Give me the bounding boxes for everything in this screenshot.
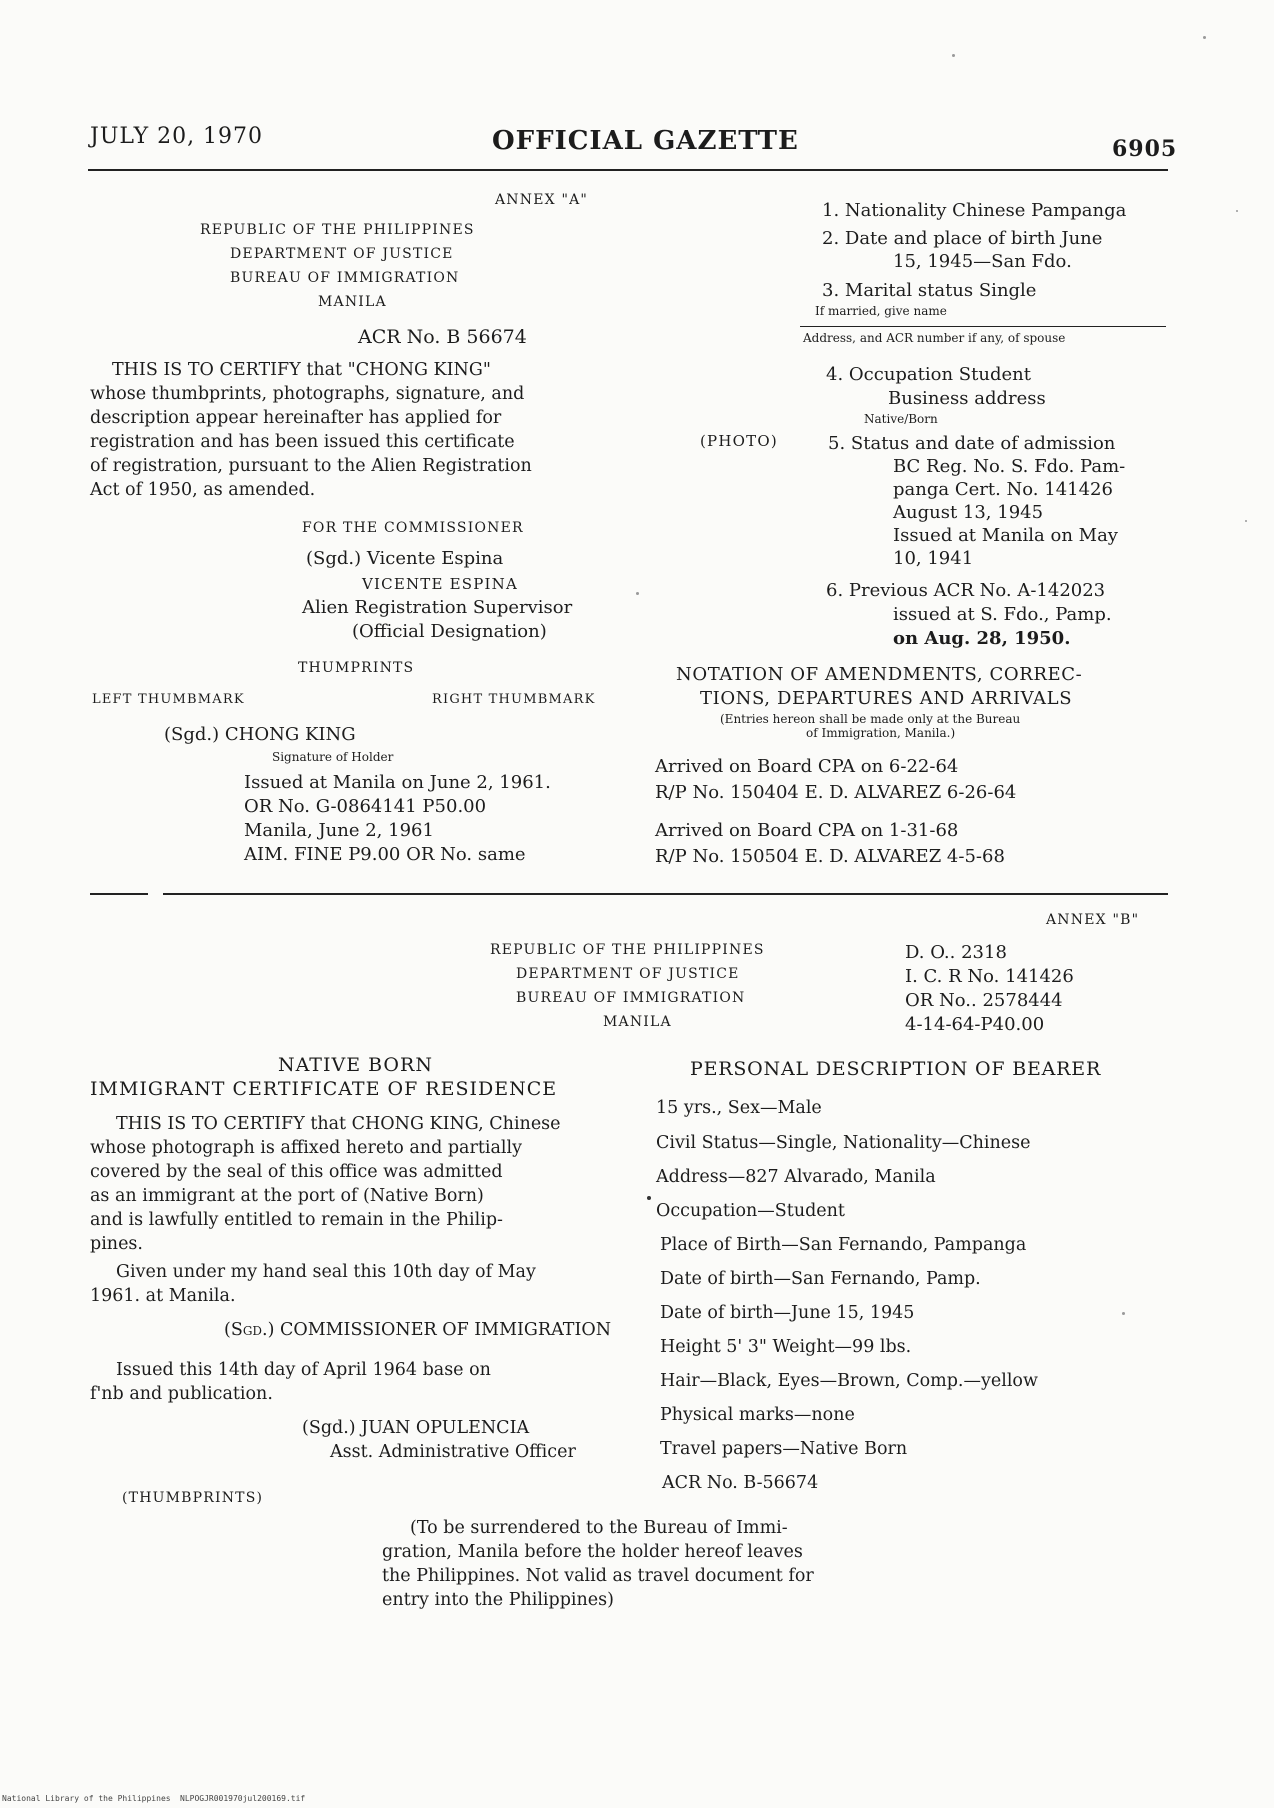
annex-a-agency-4: MANILA bbox=[318, 294, 387, 310]
annex-a-certify-3: description appear hereinafter has applied for bbox=[90, 408, 502, 428]
photo-placeholder: (PHOTO) bbox=[700, 432, 778, 450]
detail-native-born-note: Native/Born bbox=[864, 412, 938, 426]
annex-a-agency-2: DEPARTMENT OF JUSTICE bbox=[230, 246, 454, 262]
sgd-juan-opulencia: (Sgd.) JUAN OPULENCIA bbox=[302, 1418, 530, 1438]
divider-short bbox=[90, 893, 148, 895]
page-number: 6905 bbox=[1112, 136, 1178, 162]
annex-a-certify-5: of registration, pursuant to the Alien Registration bbox=[90, 456, 532, 476]
desc-occupation: Occupation—Student bbox=[656, 1201, 845, 1221]
footer-library: National Library of the Philippines bbox=[2, 1794, 171, 1803]
holder-signature-label: Signature of Holder bbox=[272, 750, 394, 764]
vicente-espina-caps: VICENTE ESPINA bbox=[362, 575, 519, 593]
supervisor-position: Alien Registration Supervisor bbox=[302, 597, 573, 618]
annex-a-certify-2: whose thumbprints, photographs, signature, and bbox=[90, 384, 525, 404]
annex-a-certify-6: Act of 1950, as amended. bbox=[90, 480, 316, 500]
desc-acr-no: ACR No. B-56674 bbox=[662, 1473, 819, 1493]
detail-birth-2: 15, 1945—San Fdo. bbox=[893, 251, 1072, 272]
issued-line-1: Issued at Manila on June 2, 1961. bbox=[244, 772, 551, 793]
arrival-1: Arrived on Board CPA on 6-22-64 bbox=[655, 756, 959, 777]
detail-status-1: 5. Status and date of admission bbox=[828, 433, 1116, 454]
detail-birth-1: 2. Date and place of birth June bbox=[822, 228, 1103, 249]
annex-a-agency-3: BUREAU OF IMMIGRATION bbox=[230, 270, 460, 286]
ref-icr: I. C. R No. 141426 bbox=[905, 966, 1074, 987]
desc-height-weight: Height 5' 3" Weight—99 lbs. bbox=[660, 1337, 912, 1357]
surrender-1: (To be surrendered to the Bureau of Immi- bbox=[410, 1518, 788, 1538]
desc-age-sex: 15 yrs., Sex—Male bbox=[656, 1098, 822, 1118]
ref-fee: 4-14-64-P40.00 bbox=[905, 1014, 1045, 1035]
desc-date-of-birth-place: Date of birth—San Fernando, Pamp. bbox=[660, 1269, 981, 1289]
desc-date-of-birth: Date of birth—June 15, 1945 bbox=[660, 1303, 915, 1323]
annex-b-certify-4: as an immigrant at the port of (Native Born) bbox=[90, 1186, 484, 1206]
thumbprints-heading: THUMPRINTS bbox=[298, 660, 415, 676]
annex-b-certify-6: pines. bbox=[90, 1234, 143, 1254]
detail-previous-acr-3: on Aug. 28, 1950. bbox=[893, 628, 1071, 649]
desc-physical-marks: Physical marks—none bbox=[660, 1405, 855, 1425]
sgd-commissioner: (Sgd.) COMMISSIONER OF IMMIGRATION bbox=[224, 1320, 612, 1340]
annex-a-acr-no: ACR No. B 56674 bbox=[358, 326, 527, 348]
annex-b-certify-3: covered by the seal of this office was admitted bbox=[90, 1162, 503, 1182]
annex-b-agency-1: REPUBLIC OF THE PHILIPPINES bbox=[490, 942, 765, 958]
arrival-2-rp: R/P No. 150504 E. D. ALVAREZ 4-5-68 bbox=[655, 846, 1005, 867]
desc-civil-status: Civil Status—Single, Nationality—Chinese bbox=[656, 1133, 1031, 1153]
officer-title: Asst. Administrative Officer bbox=[330, 1442, 576, 1462]
annex-b-agency-2: DEPARTMENT OF JUSTICE bbox=[516, 966, 740, 982]
icr-title: IMMIGRANT CERTIFICATE OF RESIDENCE bbox=[90, 1078, 558, 1100]
spouse-note: Address, and ACR number if any, of spouse bbox=[803, 331, 1066, 345]
annex-b-certify-2: whose photograph is affixed hereto and partially bbox=[90, 1138, 522, 1158]
annex-a-label: ANNEX "A" bbox=[495, 192, 589, 208]
official-designation: (Official Designation) bbox=[352, 621, 547, 642]
detail-status-4: August 13, 1945 bbox=[893, 502, 1044, 523]
detail-status-6: 10, 1941 bbox=[893, 548, 974, 569]
annex-b-thumbprints: (THUMBPRINTS) bbox=[122, 1490, 264, 1506]
scan-speck bbox=[1203, 36, 1206, 39]
surrender-3: the Philippines. Not valid as travel document for bbox=[382, 1566, 814, 1586]
issued-line-3: Manila, June 2, 1961 bbox=[244, 820, 434, 841]
holder-signature: (Sgd.) CHONG KING bbox=[164, 724, 356, 745]
detail-business-address: Business address bbox=[888, 388, 1046, 409]
desc-hair-eyes: Hair—Black, Eyes—Brown, Comp.—yellow bbox=[660, 1371, 1038, 1391]
annex-a-agency-1: REPUBLIC OF THE PHILIPPINES bbox=[200, 222, 475, 238]
desc-address: Address—827 Alvarado, Manila bbox=[656, 1167, 936, 1187]
detail-marital-note: If married, give name bbox=[815, 304, 947, 318]
notation-note-1: (Entries hereon shall be made only at the Bureau bbox=[720, 712, 1021, 726]
detail-status-5: Issued at Manila on May bbox=[893, 525, 1118, 546]
footer-file: NLPOGJR001970jul200169.tif bbox=[180, 1794, 306, 1803]
detail-status-3: panga Cert. No. 141426 bbox=[893, 479, 1113, 500]
issued-b-line-1: Issued this 14th day of April 1964 base on bbox=[116, 1360, 491, 1380]
right-thumbmark: RIGHT THUMBMARK bbox=[432, 692, 596, 707]
divider-long bbox=[163, 893, 1168, 895]
gazette-title: OFFICIAL GAZETTE bbox=[492, 126, 799, 156]
spouse-line bbox=[800, 326, 1166, 327]
detail-marital-status: 3. Marital status Single bbox=[822, 280, 1037, 301]
scan-speck bbox=[1122, 1312, 1125, 1315]
scan-speck bbox=[636, 592, 639, 595]
issued-line-4: AIM. FINE P9.00 OR No. same bbox=[244, 844, 526, 865]
annex-b-agency-3: BUREAU OF IMMIGRATION bbox=[516, 990, 746, 1006]
sgd-vicente-espina: (Sgd.) Vicente Espina bbox=[306, 548, 504, 569]
detail-status-2: BC Reg. No. S. Fdo. Pam- bbox=[893, 456, 1126, 477]
given-line-2: 1961. at Manila. bbox=[90, 1286, 236, 1306]
for-commissioner: FOR THE COMMISSIONER bbox=[302, 520, 524, 536]
left-thumbmark: LEFT THUMBMARK bbox=[92, 692, 245, 707]
scan-speck bbox=[1236, 210, 1238, 212]
detail-occupation: 4. Occupation Student bbox=[826, 364, 1031, 385]
notation-note-2: of Immigration, Manila.) bbox=[806, 726, 956, 740]
scan-speck bbox=[647, 1196, 651, 1200]
annex-a-certify-4: registration and has been issued this certificate bbox=[90, 432, 515, 452]
header-rule bbox=[88, 169, 1168, 171]
annex-b-agency-4: MANILA bbox=[603, 1014, 672, 1030]
surrender-2: gration, Manila before the holder hereof leaves bbox=[382, 1542, 803, 1562]
annex-b-certify-5: and is lawfully entitled to remain in the Philip- bbox=[90, 1210, 503, 1230]
desc-place-of-birth: Place of Birth—San Fernando, Pampanga bbox=[660, 1235, 1027, 1255]
arrival-2: Arrived on Board CPA on 1-31-68 bbox=[655, 820, 959, 841]
notation-title-2: TIONS, DEPARTURES AND ARRIVALS bbox=[700, 688, 1073, 709]
desc-travel-papers: Travel papers—Native Born bbox=[660, 1439, 908, 1459]
issued-b-line-2: f'nb and publication. bbox=[90, 1384, 273, 1404]
scan-speck bbox=[1245, 520, 1247, 522]
issued-line-2: OR No. G-0864141 P50.00 bbox=[244, 796, 487, 817]
detail-nationality: 1. Nationality Chinese Pampanga bbox=[822, 200, 1127, 221]
ref-do: D. O.. 2318 bbox=[905, 942, 1007, 963]
detail-previous-acr-1: 6. Previous ACR No. A-142023 bbox=[826, 580, 1106, 601]
desc-title: PERSONAL DESCRIPTION OF BEARER bbox=[690, 1058, 1102, 1080]
given-line-1: Given under my hand seal this 10th day of May bbox=[116, 1262, 536, 1282]
annex-b-certify-1: THIS IS TO CERTIFY that CHONG KING, Chinese bbox=[116, 1114, 561, 1134]
scan-speck bbox=[952, 54, 955, 57]
native-born-title: NATIVE BORN bbox=[278, 1054, 433, 1076]
header-date: JULY 20, 1970 bbox=[90, 124, 264, 149]
annex-b-label: ANNEX "B" bbox=[1046, 912, 1140, 928]
detail-previous-acr-2: issued at S. Fdo., Pamp. bbox=[893, 604, 1112, 625]
arrival-1-rp: R/P No. 150404 E. D. ALVAREZ 6-26-64 bbox=[655, 782, 1017, 803]
surrender-4: entry into the Philippines) bbox=[382, 1590, 614, 1610]
ref-or: OR No.. 2578444 bbox=[905, 990, 1063, 1011]
annex-a-certify-1: THIS IS TO CERTIFY that "CHONG KING" bbox=[112, 360, 491, 380]
notation-title-1: NOTATION OF AMENDMENTS, CORREC- bbox=[676, 664, 1083, 685]
